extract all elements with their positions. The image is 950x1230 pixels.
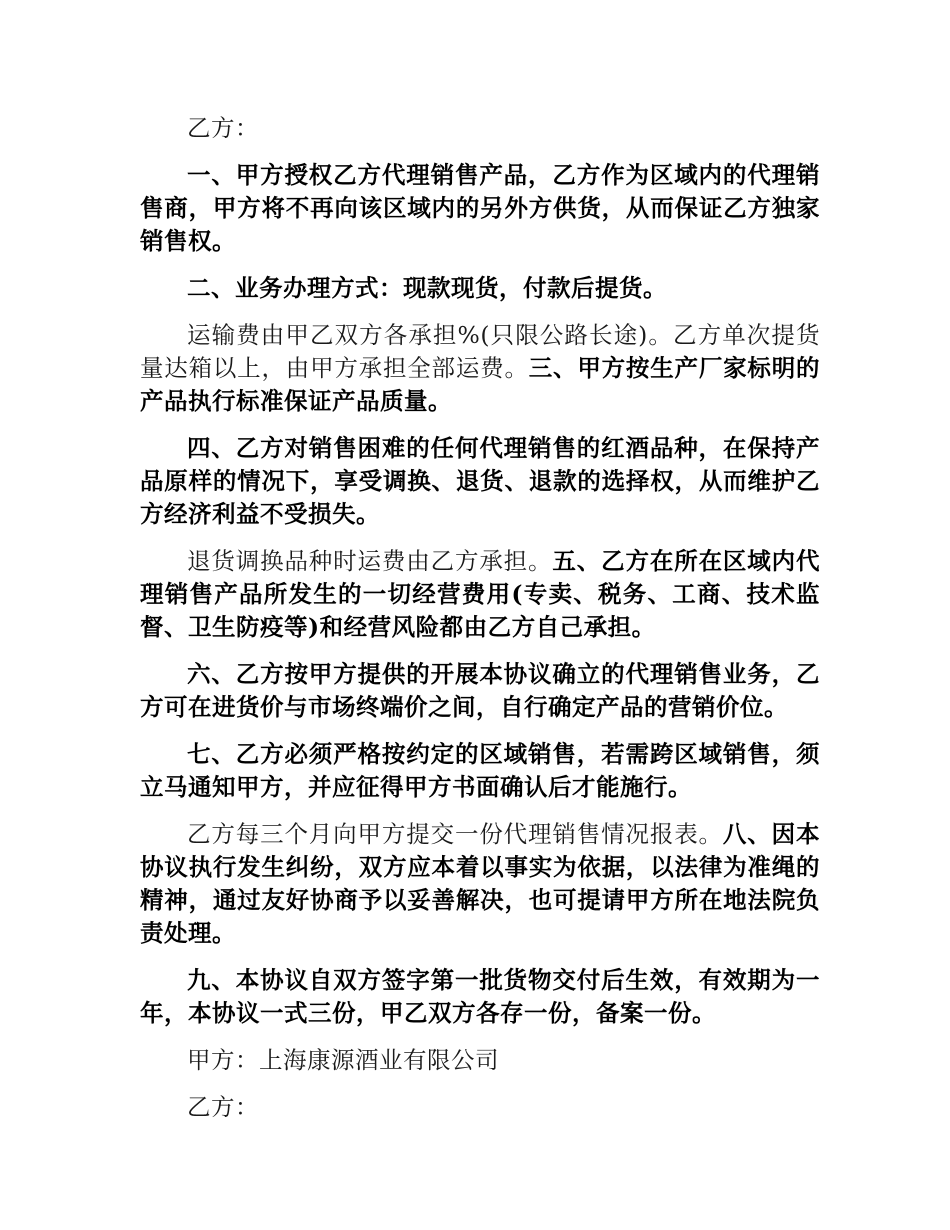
party-b-signature — [140, 1091, 820, 1124]
paragraph-bold-text: 七、乙方必须严格按约定的区域销售，若需跨区域销售，须立马通知甲方，并应征得甲方书面确认后才能施行。 — [140, 740, 820, 801]
paragraph-bold-text: 六、乙方按甲方提供的开展本协议确立的代理销售业务，乙方可在进货价与市场终端价之间，自行确定产品的营销价位。 — [140, 660, 820, 721]
paragraph-bold-text: 三、甲方按生产厂家标明的产品执行标准保证产品质量。 — [140, 354, 821, 415]
paragraph-plain-text: 运输费由甲乙双方各承担%(只限公路长途)。乙方单次提货量达箱以上，由甲方承担全部运费。 — [140, 321, 820, 382]
paragraph-bold-text: 四、乙方对销售困难的任何代理销售的红酒品种，在保持产品原样的情况下，享受调换、退货、退款的选择权，从而维护乙方经济利益不受损失。 — [140, 434, 820, 528]
paragraph-bold-text: 二、业务办理方式：现款现货，付款后提货。 — [187, 274, 667, 302]
paragraph-plain-text: 甲方：上海康源酒业有限公司 — [187, 1046, 499, 1074]
paragraph-bold-text: 八、因本协议执行发生纠纷，双方应本着以事实为依据，以法律为准绳的精神，通过友好协商予以妥善解决，也可提请甲方所在地法院负责处理。 — [140, 820, 821, 947]
party-a-signature — [140, 1044, 820, 1077]
clause-2 — [140, 272, 820, 305]
party-b-header — [140, 112, 820, 145]
clause-4 — [140, 432, 820, 531]
clause-9 — [140, 964, 820, 1030]
paragraph-bold-text: 一、甲方授权乙方代理销售产品，乙方作为区域内的代理销售商，甲方将不再向该区域内的另外方供货，从而保证乙方独家销售权。 — [140, 161, 820, 255]
clause-7 — [140, 738, 820, 804]
paragraph-plain-text: 退货调换品种时运费由乙方承担。 — [187, 547, 553, 575]
paragraph-bold-text: 五、乙方在所在区域内代理销售产品所发生的一切经营费用(专卖、税务、工商、技术监督、卫生防疫等)和经营风险都由乙方自己承担。 — [140, 547, 821, 641]
document-body — [140, 112, 820, 1138]
paragraph-plain-text: 乙方每三个月向甲方提交一份代理销售情况报表。 — [187, 820, 723, 848]
clause-6 — [140, 658, 820, 724]
clause-3 — [140, 319, 820, 418]
paragraph-plain-text: 乙方： — [187, 114, 259, 142]
clause-1 — [140, 159, 820, 258]
paragraph-bold-text: 九、本协议自双方签字第一批货物交付后生效，有效期为一年，本协议一式三份，甲乙双方各存一份，备案一份。 — [140, 966, 820, 1027]
clause-5 — [140, 545, 820, 644]
clause-8 — [140, 818, 820, 950]
paragraph-plain-text: 乙方： — [187, 1093, 259, 1121]
